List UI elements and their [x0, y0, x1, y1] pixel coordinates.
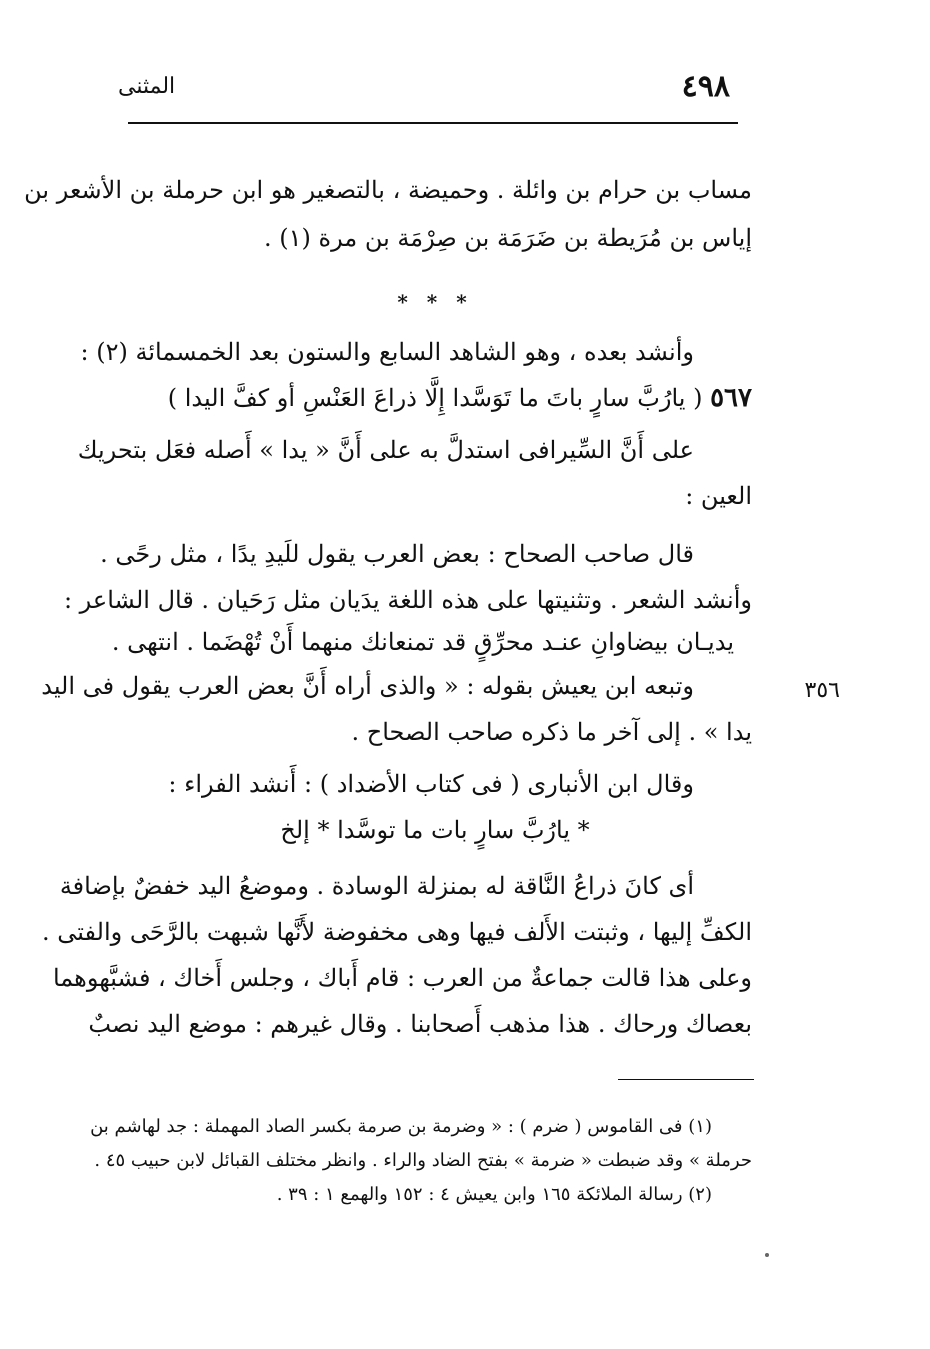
- text-line: وعلى هذا قالت جماعةٌ من العرب : قام أَباك ، وجلس أَخاك ، فشبَّهوهما: [52, 964, 752, 992]
- verse-number: ٥٦٧: [710, 383, 752, 413]
- verse-line: [118, 380, 752, 416]
- text-line: وقال ابن الأنبارى ( فى كتاب الأضداد ) : أَنشد الفراء :: [168, 770, 694, 798]
- text-line: قال صاحب الصحاح : بعض العرب يقول للَيدِ يدًا ، مثل رحًى .: [100, 540, 694, 568]
- verse-text: ( يارُبَّ سارٍ باتَ ما تَوَسَّدا إِلَّا ذراعَ العَنْسِ أو كفَّ اليدا ): [167, 384, 703, 412]
- text-line: وأنشد الشعر . وتثنيتها على هذه اللغة يدَيان مثل رَحَيان . قال الشاعر :: [63, 586, 752, 614]
- text-line: على أَنَّ السِّيرافى استدلَّ به على أَنَّ « يدا » أَصله فعَل بتحريك: [77, 436, 694, 464]
- margin-page-reference: ٣٥٦: [804, 678, 840, 703]
- verse-line: يديـان بيضاوانِ عنـد محرِّقٍ قد تمنعانك منهما أَنْ تُهْضَما . انتهى .: [111, 628, 734, 656]
- section-separator: * * *: [397, 290, 473, 314]
- page-number: ٤٩٨: [681, 69, 730, 104]
- text-line: الكفِّ إليها ، وثبتت الأَلف فيها وهى مخفوضة لأَنَّها شبهت بالرَّحَى والفتى .: [42, 918, 752, 946]
- running-title: المثنى: [118, 74, 176, 99]
- text-line: أى كانَ ذراعُ النَّاقة له بمنزلة الوسادة . وموضعُ اليد خفضٌ بإضافة: [59, 872, 694, 900]
- footnote-rule: [618, 1079, 754, 1080]
- footnote-line: (١) فى القاموس ( ضرم ) : « وضرمة بن صرمة بكسر الصاد المهملة : جد لهاشم بن: [90, 1116, 712, 1137]
- verse-line: * يارُبَّ سارٍ بات ما توسَّدا * إلخ: [280, 816, 590, 844]
- text-line: مساب بن حرام بن وائلة . وحميضة ، بالتصغير هو ابن حرملة بن الأشعر بن: [24, 176, 752, 204]
- footnote-line: حرملة » وقد ضبطت « ضرمة » بفتح الضاد والراء . وانظر مختلف القبائل لابن حبيب ٤٥ .: [94, 1150, 752, 1171]
- footnote-line: (٢) رسالة الملائكة ١٦٥ وابن يعيش ٤ : ١٥٢ والهمع ١ : ٣٩ .: [276, 1184, 712, 1205]
- text-line: العين :: [685, 482, 752, 510]
- text-line: وأنشد بعده ، وهو الشاهد السابع والستون بعد الخمسمائة (٢) :: [80, 338, 694, 366]
- header-rule: [128, 122, 738, 124]
- text-line: وتبعه ابن يعيش بقوله : « والذى أراه أَنَّ بعض العرب يقول فى اليد: [41, 672, 694, 700]
- scan-speck: [765, 1253, 769, 1257]
- text-line: إياس بن مُرَيطة بن ضَرَمَة بن صِرْمَة بن مرة (١) .: [264, 224, 752, 252]
- text-line: بعصاك ورحاك . هذا مذهب أَصحابنا . وقال غيرهم : موضع اليد نصبٌ: [88, 1010, 752, 1038]
- text-line: يدا » . إلى آخر ما ذكره صاحب الصحاح .: [351, 718, 752, 746]
